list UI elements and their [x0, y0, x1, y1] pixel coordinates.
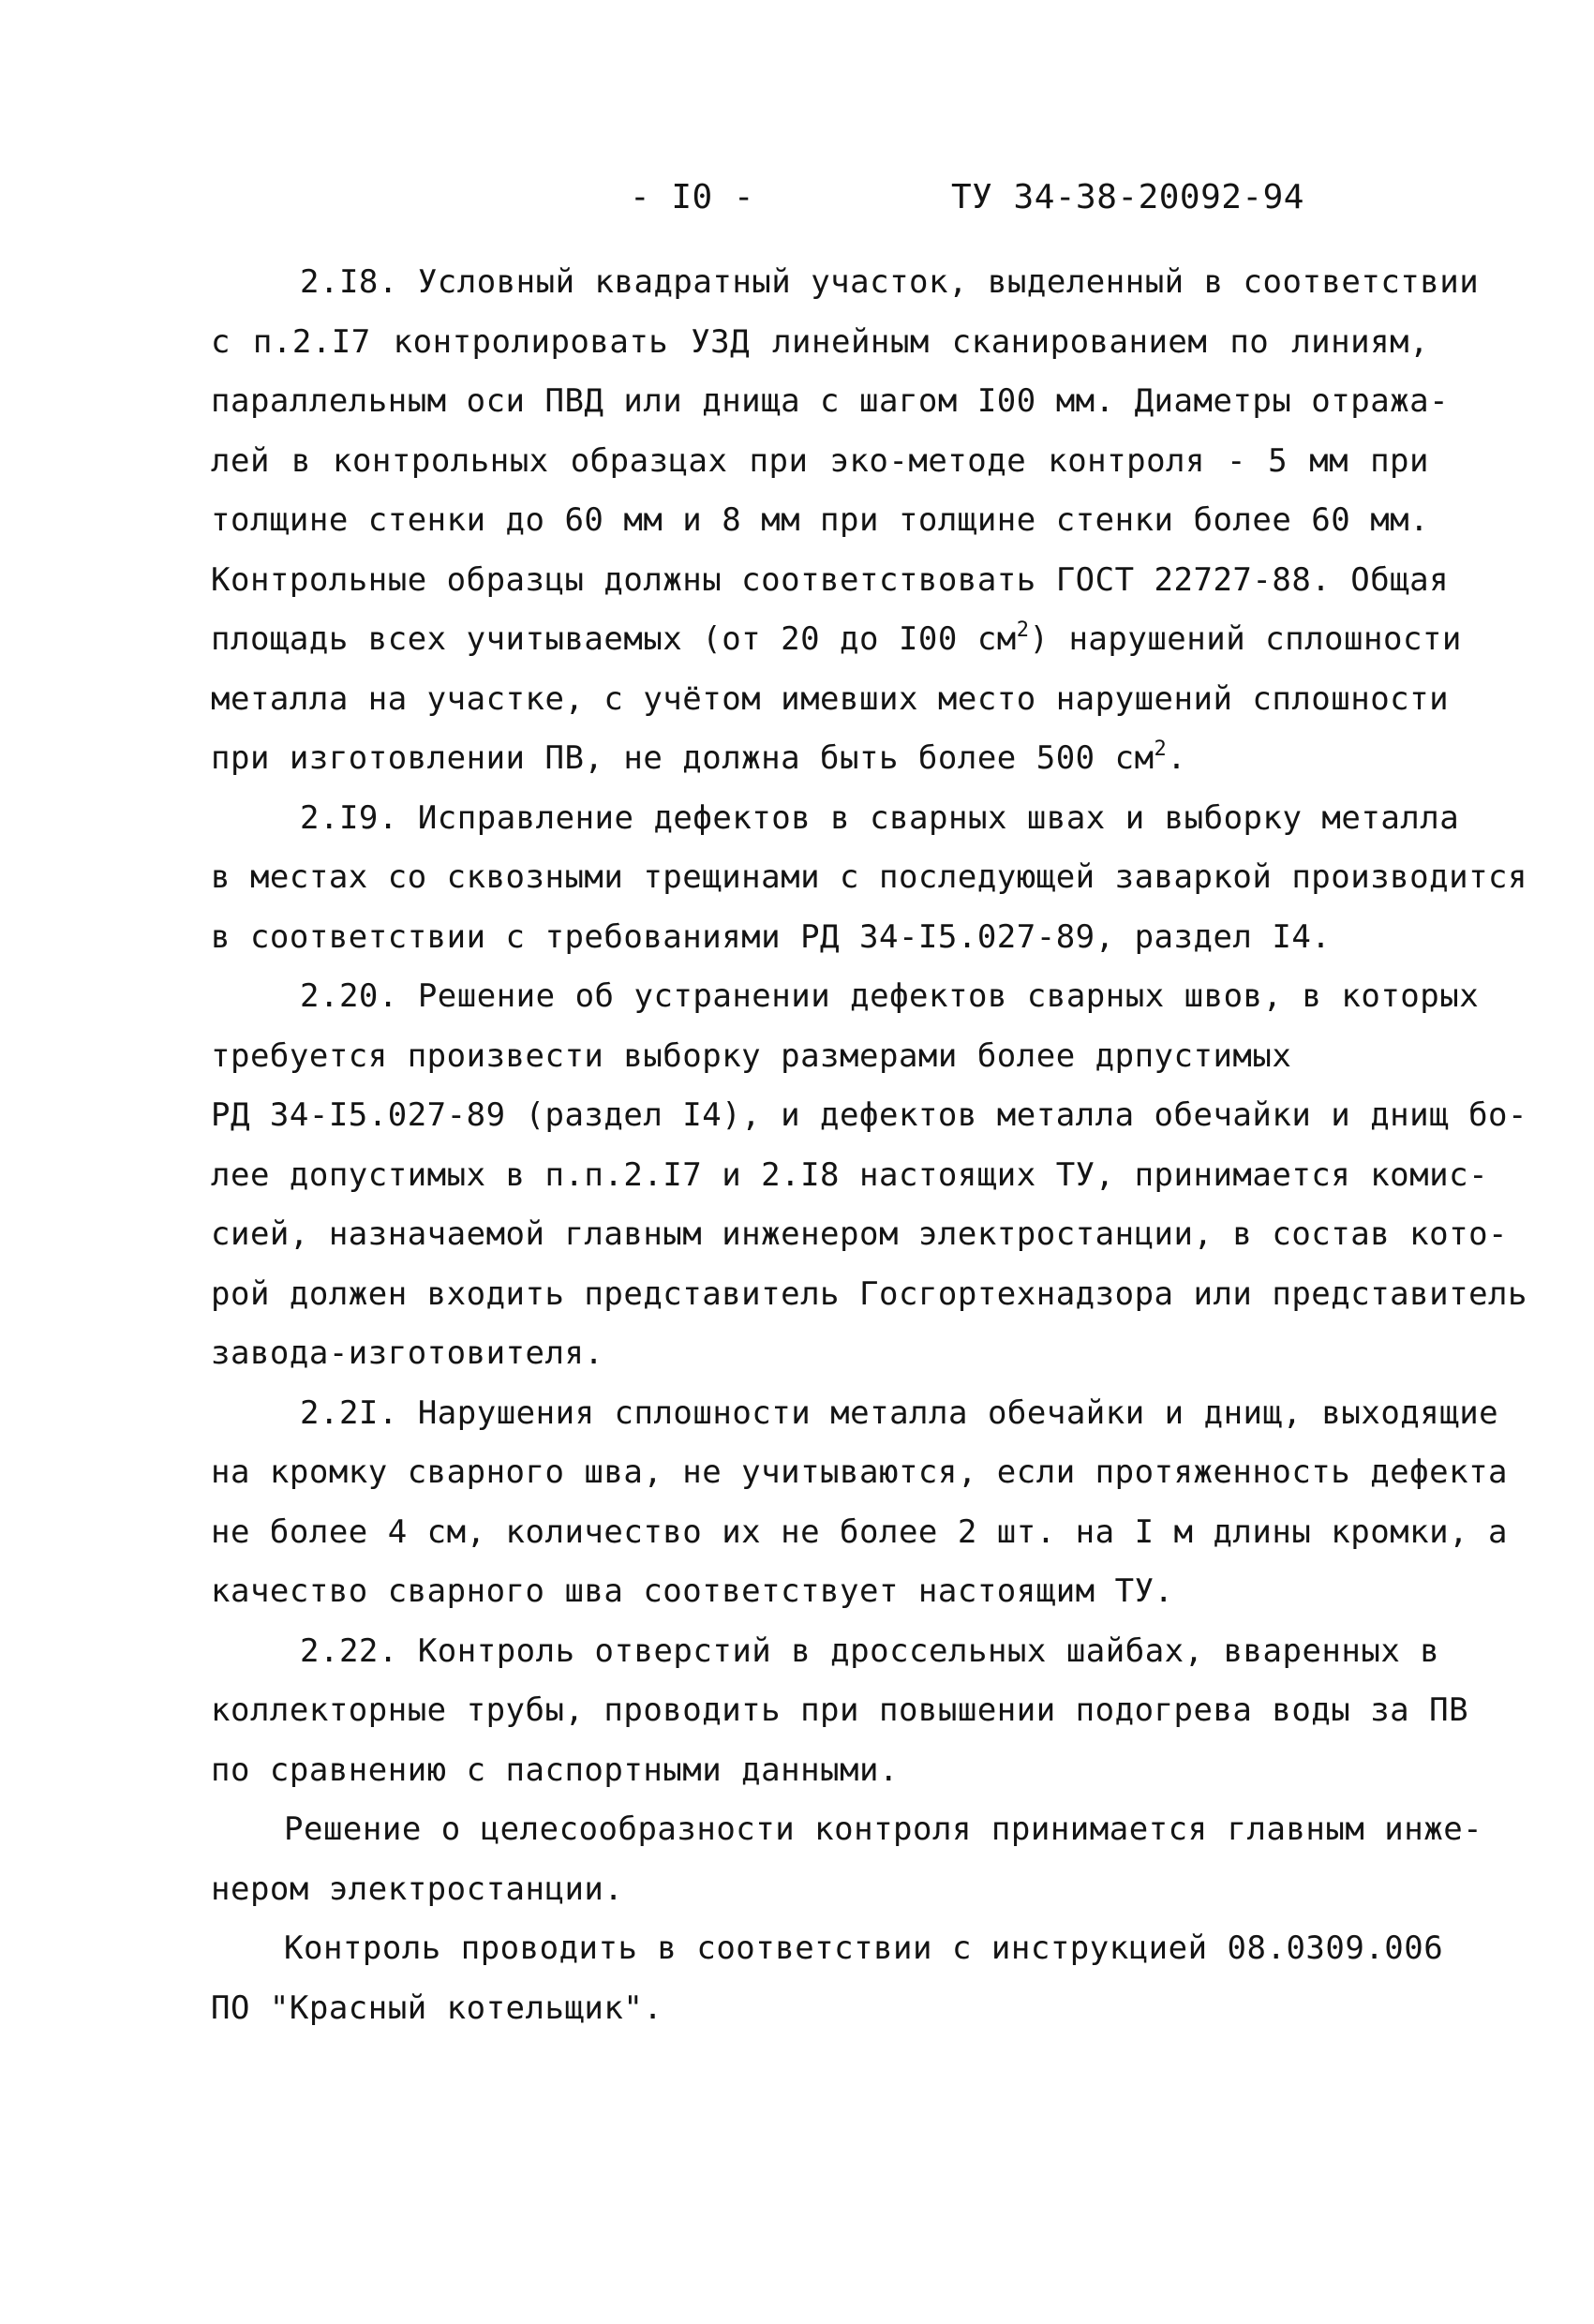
- paragraph-control: [211, 1919, 1444, 2038]
- text-line: требуется произвести выборку размерами более дрпустимых: [211, 1036, 1292, 1075]
- paragraph-2-22: [211, 1622, 1469, 1801]
- text-line: РД 34-I5.027-89 (раздел I4), и дефектов металла обечайки и днищ бо-: [211, 1096, 1527, 1134]
- text-line: 2.2I. Нарушения сплошности металла обечайки и днищ, выходящие: [300, 1393, 1499, 1432]
- text-line: коллекторные трубы, проводить при повышении подогрева воды за ПВ: [211, 1691, 1469, 1729]
- text-line: [211, 610, 1462, 670]
- page-number: - I0 -: [630, 178, 755, 216]
- paragraph-2-19: [211, 789, 1527, 968]
- text-line: качество сварного шва соответствует настоящим ТУ.: [211, 1572, 1174, 1610]
- text-line: толщине стенки до 60 мм и 8 мм при толщине стенки более 60 мм.: [211, 501, 1430, 539]
- text-line: по сравнению с паспортными данными.: [211, 1750, 899, 1789]
- page-header: [0, 178, 1594, 225]
- text-line: 2.22. Контроль отверстий в дроссельных шайбах, вваренных в: [300, 1631, 1440, 1670]
- paragraph-2-20: [211, 967, 1527, 1384]
- superscript: 2: [1016, 618, 1030, 642]
- text-line: лее допустимых в п.п.2.I7 и 2.I8 настоящих ТУ, принимается комис-: [211, 1155, 1489, 1194]
- text-line: сией, назначаемой главным инженером электростанции, в состав кото-: [211, 1215, 1509, 1253]
- text-line: в местах со сквозными трещинами с последующей заваркой производится: [211, 858, 1527, 896]
- text-line: ПО "Красный котельщик".: [211, 1989, 663, 2027]
- text-fragment: при изготовлении ПВ, не должна быть более 500 см: [211, 739, 1155, 777]
- text-line: не более 4 см, количество их не более 2 шт. на I м длины кромки, а: [211, 1512, 1509, 1551]
- text-line: Решение о целесообразности контроля принимается главным инже-: [284, 1810, 1483, 1848]
- text-line: в соответствии с требованиями РД 34-I5.027-89, раздел I4.: [211, 917, 1332, 956]
- text-line: параллельным оси ПВД или днища с шагом I00 мм. Диаметры отража-: [211, 382, 1450, 420]
- text-line: 2.I8. Условный квадратный участок, выделенный в соответствии: [300, 263, 1480, 301]
- text-line: Контрольные образцы должны соответствовать ГОСТ 22727-88. Общая: [211, 560, 1450, 599]
- document-code: ТУ 34-38-20092-94: [951, 178, 1304, 216]
- paragraph-decision: [211, 1800, 1483, 1919]
- text-line: металла на участке, с учётом имевших место нарушений сплошности: [211, 679, 1450, 718]
- text-fragment: .: [1167, 739, 1187, 777]
- text-line: с п.2.I7 контролировать УЗД линейным сканированием по линиям,: [211, 322, 1429, 361]
- text-line: 2.20. Решение об устранении дефектов сварных швов, в которых: [300, 977, 1480, 1015]
- text-line: рой должен входить представитель Госгортехнадзора или представитель: [211, 1274, 1527, 1313]
- text-line: нером электростанции.: [211, 1870, 624, 1908]
- text-line: [211, 729, 1429, 789]
- text-line: Контроль проводить в соответствии с инструкцией 08.0309.006: [284, 1929, 1444, 1967]
- text-fragment: ) нарушений сплошности: [1029, 620, 1462, 658]
- paragraph-2-21: [211, 1384, 1509, 1622]
- text-line: на кромку сварного шва, не учитываются, если протяженность дефекта: [211, 1453, 1509, 1491]
- paragraph-2-18: [211, 253, 1480, 789]
- text-line: лей в контрольных образцах при эко-методе контроля - 5 мм при: [211, 441, 1429, 480]
- text-line: завода-изготовителя.: [211, 1334, 604, 1372]
- document-body: [211, 253, 1527, 2038]
- superscript: 2: [1154, 737, 1168, 761]
- text-line: 2.I9. Исправление дефектов в сварных швах и выборку металла: [300, 798, 1460, 837]
- text-fragment: площадь всех учитываемых (от 20 до I00 см: [211, 620, 1017, 658]
